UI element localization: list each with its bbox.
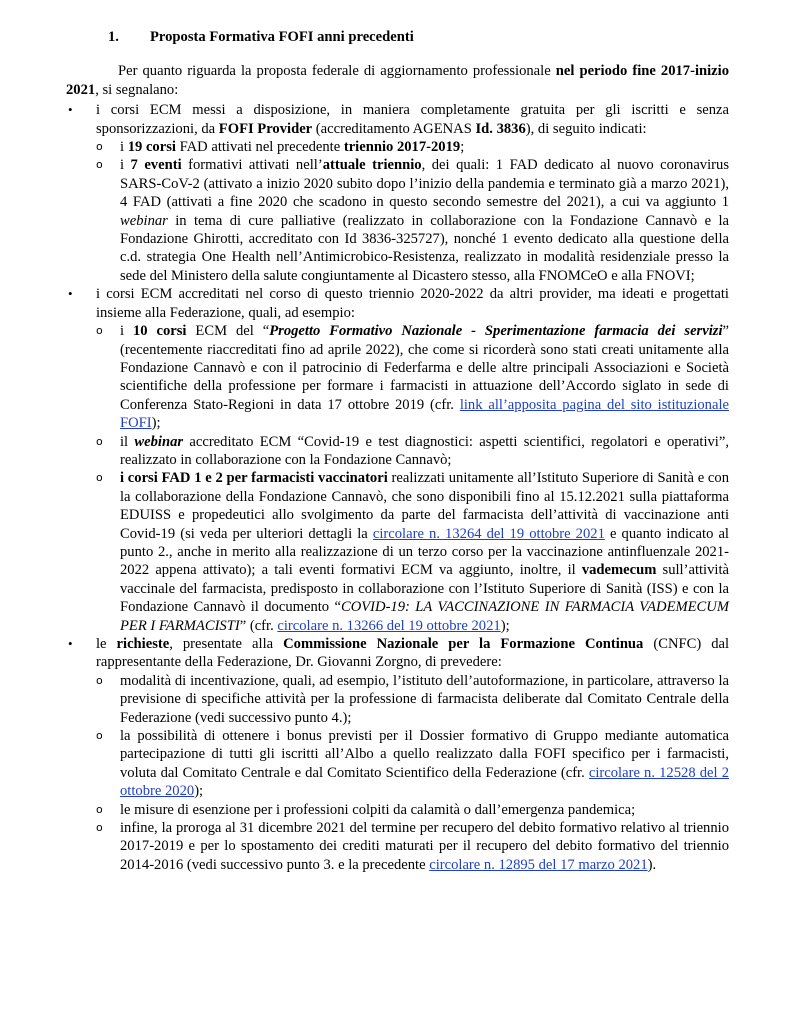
sub-item-10-corsi	[96, 322, 729, 432]
text-run: accreditato ECM “Covid-19 e test diagnostici: aspetti scientifici, regolatori e operativi”, realizzato in collaborazione con la Fondazione Cannavò;	[120, 433, 729, 468]
sub-item-7-eventi	[96, 156, 729, 285]
sub-bullet-list	[96, 322, 729, 635]
text-run: (accreditamento AGENAS	[312, 120, 476, 137]
bold-run: triennio 2017-2019	[343, 139, 461, 156]
sub-bullet-list	[96, 138, 729, 285]
main-bullet-list	[66, 101, 729, 874]
text-run: , dei quali: 1 FAD dedicato al nuovo coronavirus SARS-CoV-2 (attivato a inizio 2020 subito dopo l’inizio della pandemia e terminato già a marzo 2021), 4 FAD (attivati a fine 2020 che scadono in questo secondo semestre del 2021), a cui va aggiunto 1	[120, 157, 729, 211]
sub-item-19-corsi	[96, 138, 729, 156]
circle-bullet-icon: o	[96, 729, 103, 743]
circle-bullet-icon: o	[96, 158, 103, 172]
text-run: );	[500, 617, 510, 634]
text-run: ” (cfr.	[239, 617, 278, 634]
text-run: sull’attività vaccinale del farmacista, predisposto in collaborazione con l’Istituto Superiore di Sanità (ISS) e con la Fondazione Cannavò il documento “	[120, 562, 729, 616]
text-run: ).	[647, 856, 657, 873]
text-run: );	[151, 415, 161, 432]
text-run: ” (recentemente riaccreditati fino ad aprile 2022), che come si ricorderà sono stati creati unitamente alla Fondazione Cannavò e con il patrocinio di Federfarma e delle altre principali Associazioni e Società scientifiche della professione per formare i farmacisti in attuazione dell’Accordo siglato in sede di Conferenza Stato-Regioni in data 17 ottobre 2019 (cfr.	[120, 323, 729, 413]
list-item-other-provider-courses	[66, 285, 729, 635]
text-run: formativi attivati nell’	[181, 157, 323, 174]
text-run: i	[120, 139, 128, 156]
text-run: ), di seguito indicati:	[525, 120, 647, 137]
bold-run: Commissione Nazionale per la Formazione Continua	[283, 636, 644, 652]
italic-run: webinar	[120, 212, 168, 229]
text-run: FAD attivati nel precedente	[175, 139, 344, 156]
link-fofi-site-page[interactable]: link all’apposita pagina del sito istituzionale FOFI	[120, 396, 729, 432]
circle-bullet-icon: o	[96, 471, 103, 485]
text-run: il	[120, 433, 135, 450]
bold-run: FOFI Provider	[218, 120, 313, 137]
bold-run: attuale triennio	[322, 157, 422, 174]
sub-item-esenzione	[96, 801, 729, 819]
text-run: la possibilità di ottenere i bonus previsti per il Dossier formativo di Gruppo mediante automatica partecipazione di tutti gli iscritti all’Albo a quello realizzato dalla FOFI specifico per i farmacisti, voluta dal Comitato Centrale e dal Comitato Scientifico della Federazione (cfr.	[120, 728, 729, 781]
text-run: realizzati unitamente all’Istituto Superiore di Sanità e con la collaborazione della Fondazione Cannavò, che sono disponibili fino al 15.12.2021 sulla piattaforma EDUISS e propedeutici allo svolgimento da parte del farmacista dell’attività di vaccinazione anti Covid-19 (si veda per ulteriori dettagli la	[120, 470, 729, 542]
text-run: i	[120, 323, 133, 340]
circle-bullet-icon: o	[96, 802, 103, 816]
link-circolare-12895[interactable]: circolare n. 12895 del 17 marzo 2021	[429, 856, 648, 873]
section-number: 1.	[108, 29, 119, 45]
bold-run: i corsi FAD 1 e 2 per farmacisti vaccinatori	[120, 470, 388, 487]
circle-bullet-icon: o	[96, 821, 103, 835]
bold-run: 10 corsi	[132, 323, 187, 340]
text-run: ECM del “	[186, 323, 270, 340]
italic-run: COVID-19: LA VACCINAZIONE IN FARMACIA VADEMECUM PER I FARMACISTI	[120, 599, 729, 634]
link-circolare-13266[interactable]: circolare n. 13266 del 19 ottobre 2021	[277, 617, 501, 634]
text-run: le misure di esenzione per i professioni colpiti da calamità o dall’emergenza pandemica;	[120, 801, 636, 818]
link-circolare-12528[interactable]: circolare n. 12528 del 2 ottobre 2020	[120, 764, 729, 800]
text-run: );	[194, 783, 204, 800]
bullet-icon: •	[68, 102, 73, 118]
bold-run: richieste	[116, 636, 170, 652]
bullet-icon: •	[68, 636, 73, 651]
list-item-fofi-provider-courses	[66, 101, 729, 285]
text-run: (CNFC) dal rappresentante della Federazione, Dr. Giovanni Zorgno, di prevedere:	[96, 636, 730, 671]
text-run: i corsi ECM accreditati nel corso di questo triennio 2020-2022 da altri provider, ma ideati e progettati insieme alla Federazione, quali, ad esempio:	[96, 286, 729, 321]
bold-run: nel periodo fine 2017-inizio 2021	[66, 63, 730, 98]
intro-paragraph	[66, 62, 729, 99]
text-run: e quanto indicato al punto 2., anche in merito alla realizzazione di un terzo corso per la vaccinazione antinfluenzale 2021-2022 appena attivato); a tali eventi formativi ECM va aggiunto, inoltre, il	[120, 525, 729, 579]
section-title: Proposta Formativa FOFI anni precedenti	[150, 29, 414, 45]
sub-bullet-list	[96, 672, 729, 874]
bold-italic-run: Progetto Formativo Nazionale - Sperimentazione farmacia dei servizi	[269, 323, 723, 340]
circle-bullet-icon: o	[96, 324, 103, 338]
sub-item-incentivazione	[96, 672, 729, 727]
bold-run: 19 corsi	[127, 139, 176, 156]
text-run: , si segnalano:	[95, 81, 179, 98]
bold-run: vademecum	[581, 562, 657, 579]
text-run: infine, la proroga al 31 dicembre 2021 del termine per recupero del debito formativo relativo al triennio 2017-2019 e per lo spostamento dei crediti maturati per il recupero del debito formativo del triennio 2014-2016 (vedi successivo punto 3. e la precedente	[120, 820, 729, 873]
list-item-cnfc-requests	[66, 635, 729, 874]
text-run: Per quanto riguarda la proposta federale di aggiornamento professionale	[118, 63, 556, 80]
text-run: , presentate alla	[169, 636, 284, 652]
text-run: le	[96, 636, 117, 652]
text-run: modalità di incentivazione, quali, ad esempio, l’istituto dell’autoformazione, in particolare, attraverso la previsione di specifiche attività per la professione di farmacista deliberate dal Comitato Centrale della Federazione (vedi successivo punto 4.);	[120, 672, 729, 726]
bold-italic-run: webinar	[134, 433, 184, 450]
text-run: i corsi ECM messi a disposizione, in maniera completamente gratuita per gli iscritti e senza sponsorizzazioni, da	[96, 102, 729, 137]
text-run: ;	[460, 139, 465, 156]
circle-bullet-icon: o	[96, 140, 103, 154]
section-heading	[108, 28, 729, 46]
bullet-icon: •	[68, 286, 73, 302]
sub-item-corsi-fad-vaccinatori	[96, 469, 729, 635]
sub-item-webinar	[96, 433, 729, 470]
text-run: i	[120, 157, 131, 174]
circle-bullet-icon: o	[96, 434, 103, 448]
sub-item-dossier-formativo	[96, 727, 729, 801]
link-circolare-13264[interactable]: circolare n. 13264 del 19 ottobre 2021	[372, 525, 605, 542]
bold-run: Id. 3836	[475, 120, 526, 137]
circle-bullet-icon: o	[96, 673, 103, 687]
text-run: in tema di cure palliative (realizzato in collaborazione con la Fondazione Cannavò e la Fondazione Ghirotti, accreditato con Id 3836-325727), nonché 1 evento dedicato alla questione della c.d. strategia One Health nell’Antimicrobico-Resistenza, realizzato in modalità residenziale presso la sede del Ministero della salute congiuntamente al Dicastero stesso, alla FNOMCeO e alla FNOVI;	[120, 212, 729, 284]
bold-run: 7 eventi	[130, 157, 182, 174]
sub-item-proroga	[96, 819, 729, 874]
